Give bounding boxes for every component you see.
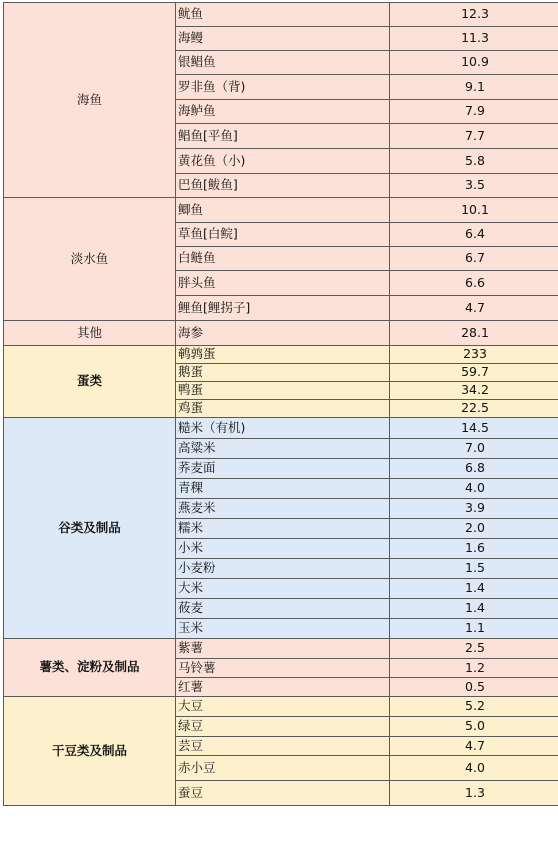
value-cell: 4.0 (390, 479, 558, 499)
value-cell: 4.7 (390, 296, 558, 321)
category-cell: 薯类、淀粉及制品 (4, 639, 176, 697)
food-name-cell: 糙米（有机) (176, 418, 390, 439)
food-name-cell: 芸豆 (176, 737, 390, 756)
category-cell: 谷类及制品 (4, 418, 176, 639)
food-name-cell: 罗非鱼（背) (176, 75, 390, 100)
food-data-table (3, 2, 558, 806)
food-name-cell: 糯米 (176, 519, 390, 539)
food-name-cell: 马铃薯 (176, 659, 390, 678)
food-name-cell: 鸭蛋 (176, 382, 390, 400)
table-row (4, 198, 558, 223)
category-cell: 其他 (4, 321, 176, 346)
value-cell: 1.6 (390, 539, 558, 559)
table-row (4, 3, 558, 27)
value-cell: 5.2 (390, 697, 558, 717)
table-row (4, 639, 558, 659)
food-name-cell: 莜麦 (176, 599, 390, 619)
value-cell: 1.2 (390, 659, 558, 678)
food-name-cell: 红薯 (176, 678, 390, 697)
value-cell: 3.5 (390, 174, 558, 198)
table-row (4, 697, 558, 717)
category-cell: 干豆类及制品 (4, 697, 176, 806)
value-cell: 6.8 (390, 459, 558, 479)
value-cell: 1.1 (390, 619, 558, 639)
value-cell: 1.5 (390, 559, 558, 579)
food-name-cell: 高粱米 (176, 439, 390, 459)
food-name-cell: 鹌鹑蛋 (176, 346, 390, 364)
value-cell: 4.0 (390, 756, 558, 781)
food-name-cell: 巴鱼[鲅鱼] (176, 174, 390, 198)
food-name-cell: 大米 (176, 579, 390, 599)
food-name-cell: 小米 (176, 539, 390, 559)
value-cell: 28.1 (390, 321, 558, 346)
value-cell: 6.6 (390, 271, 558, 296)
value-cell: 5.0 (390, 717, 558, 737)
table-row (4, 346, 558, 364)
value-cell: 9.1 (390, 75, 558, 100)
food-name-cell: 燕麦米 (176, 499, 390, 519)
value-cell: 10.9 (390, 51, 558, 75)
food-name-cell: 银鲳鱼 (176, 51, 390, 75)
value-cell: 6.7 (390, 247, 558, 271)
table-row (4, 321, 558, 346)
food-name-cell: 海鲈鱼 (176, 100, 390, 124)
value-cell: 11.3 (390, 27, 558, 51)
value-cell: 7.0 (390, 439, 558, 459)
food-name-cell: 赤小豆 (176, 756, 390, 781)
category-cell: 海鱼 (4, 3, 176, 198)
food-name-cell: 鲳鱼[平鱼] (176, 124, 390, 149)
food-name-cell: 蚕豆 (176, 781, 390, 806)
value-cell: 233 (390, 346, 558, 364)
value-cell: 59.7 (390, 364, 558, 382)
value-cell: 2.5 (390, 639, 558, 659)
value-cell: 1.4 (390, 579, 558, 599)
food-name-cell: 胖头鱼 (176, 271, 390, 296)
category-cell: 淡水鱼 (4, 198, 176, 321)
food-name-cell: 海鳗 (176, 27, 390, 51)
food-name-cell: 小麦粉 (176, 559, 390, 579)
value-cell: 22.5 (390, 400, 558, 418)
food-name-cell: 白鲢鱼 (176, 247, 390, 271)
food-name-cell: 玉米 (176, 619, 390, 639)
food-table-body (4, 3, 558, 806)
food-name-cell: 草鱼[白鲩] (176, 223, 390, 247)
food-name-cell: 鱿鱼 (176, 3, 390, 27)
food-name-cell: 荞麦面 (176, 459, 390, 479)
value-cell: 10.1 (390, 198, 558, 223)
food-name-cell: 大豆 (176, 697, 390, 717)
table-row (4, 418, 558, 439)
food-name-cell: 青稞 (176, 479, 390, 499)
value-cell: 5.8 (390, 149, 558, 174)
food-name-cell: 绿豆 (176, 717, 390, 737)
value-cell: 12.3 (390, 3, 558, 27)
value-cell: 2.0 (390, 519, 558, 539)
food-name-cell: 鲤鱼[鲤拐子] (176, 296, 390, 321)
food-name-cell: 黄花鱼（小) (176, 149, 390, 174)
food-name-cell: 鹅蛋 (176, 364, 390, 382)
value-cell: 14.5 (390, 418, 558, 439)
value-cell: 1.3 (390, 781, 558, 806)
food-name-cell: 鸡蛋 (176, 400, 390, 418)
category-cell: 蛋类 (4, 346, 176, 418)
food-name-cell: 鲫鱼 (176, 198, 390, 223)
value-cell: 0.5 (390, 678, 558, 697)
food-name-cell: 海参 (176, 321, 390, 346)
value-cell: 1.4 (390, 599, 558, 619)
food-name-cell: 紫薯 (176, 639, 390, 659)
value-cell: 7.9 (390, 100, 558, 124)
value-cell: 6.4 (390, 223, 558, 247)
value-cell: 4.7 (390, 737, 558, 756)
value-cell: 7.7 (390, 124, 558, 149)
value-cell: 3.9 (390, 499, 558, 519)
value-cell: 34.2 (390, 382, 558, 400)
